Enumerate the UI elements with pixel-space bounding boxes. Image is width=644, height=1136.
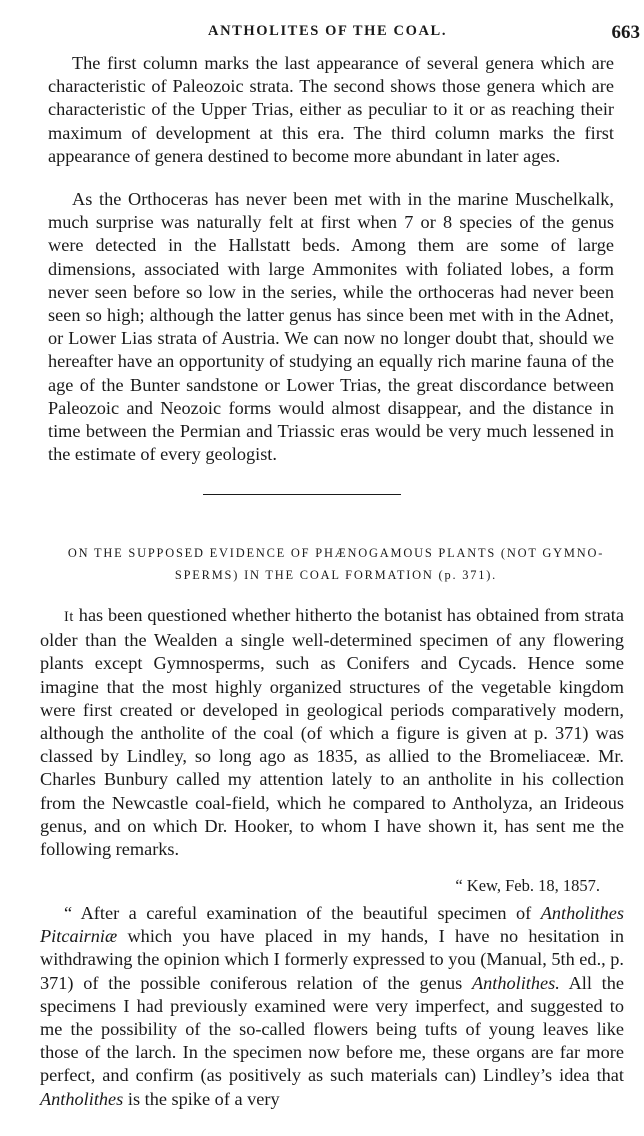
running-title: ANTHOLITES OF THE COAL.	[208, 23, 448, 39]
letter-italic-species: Antholithes Pitcairniæ	[40, 903, 625, 947]
paragraph-genera-columns: The first column marks the last appearance of several genera which are characteristic of Paleozoic strata. The second shows those genera which are characteristic of the Upper Trias, either as peculiar to it or as reaching their maximum of development at this era. The third column marks the first appearance of genera destined to become more abundant in later ages.	[48, 53, 614, 166]
letter-text-3: All the specimens I had previously examined were very imperfect, and suggested to me the possibility of the so-called flowers being tufts of young leaves like those of the larch. In the specimen now before me, these organs are far more perfect, and confirm (as positively as such materials can) Lindley’s idea that	[40, 972, 625, 1086]
letter-text-1: “ After a careful examination of the beautiful specimen of	[64, 903, 532, 923]
letter-italic-genus: Antholithes.	[471, 972, 560, 993]
section-divider	[203, 494, 401, 495]
section-heading-line-2: SPERMS) IN THE COAL FORMATION (p. 371).	[174, 568, 498, 582]
section-heading	[40, 542, 632, 586]
section-heading-line-1: ON THE SUPPOSED EVIDENCE OF PHÆNOGAMOUS PLANTS (NOT GYMNO-	[67, 546, 605, 560]
letter-text-4: is the spike of a very	[127, 1088, 280, 1109]
paragraph-phaenogamous	[40, 604, 624, 861]
paragraph-phaenogamous-text: has been questioned whether hitherto the botanist has obtained from strata older than the Wealden a single well-determined specimen of any flowering plants except Gymnosperms, such as Conifers and Cycads. Hence some imagine that the most highly organized structures of the vegetable kingdom were first created or developed in geological periods comparatively modern, although the antholite of the coal (of which a figure is given at p. 371) was classed by Lindley, so long ago as 1835, as allied to the Bromeliaceæ. Mr. Charles Bunbury called my attention lately to an antholite in his collection from the Newcastle coal-field, which he compared to Antholyza, an Irideous genus, and on which Dr. Hooker, to whom I have shown it, has sent me the following remarks.	[40, 605, 624, 860]
letter-italic-genus-2: Antholithes	[40, 1088, 124, 1109]
paragraph-orthoceras: As the Orthoceras has never been met with in the marine Muschelkalk, much surprise was naturally felt at first when 7 or 8 species of the genus were detected in the Hallstatt beds. Among them are some of large dimensions, associated with large Ammonites with foliated lobes, a form never seen before so low in the series, while the orthoceras had never been seen so high; although the latter genus has since been met with in the Adnet, or Lower Lias strata of Austria. We can now no longer doubt that, should we hereafter have an opportunity of studying an equally rich marine fauna of the age of the Bunter sandstone or Lower Trias, the great discordance between Paleozoic and Neozoic forms would almost disappear, and the distance in time between the Permian and Triassic eras would be very much lessened in the estimate of every geologist.	[48, 189, 614, 465]
running-head	[40, 22, 640, 46]
paragraph-hooker-letter	[40, 902, 624, 1111]
paragraph-lead-word: It	[64, 609, 74, 625]
page-number: 663	[611, 22, 640, 43]
letter-dateline: “ Kew, Feb. 18, 1857.	[455, 876, 600, 895]
letter-text-2: which you have placed in my hands, I have no hesitation in withdrawing the opinion which I formerly expressed to you (Manual, 5th ed., p. 371) of the possible coniferous relation of the genus	[40, 926, 624, 993]
